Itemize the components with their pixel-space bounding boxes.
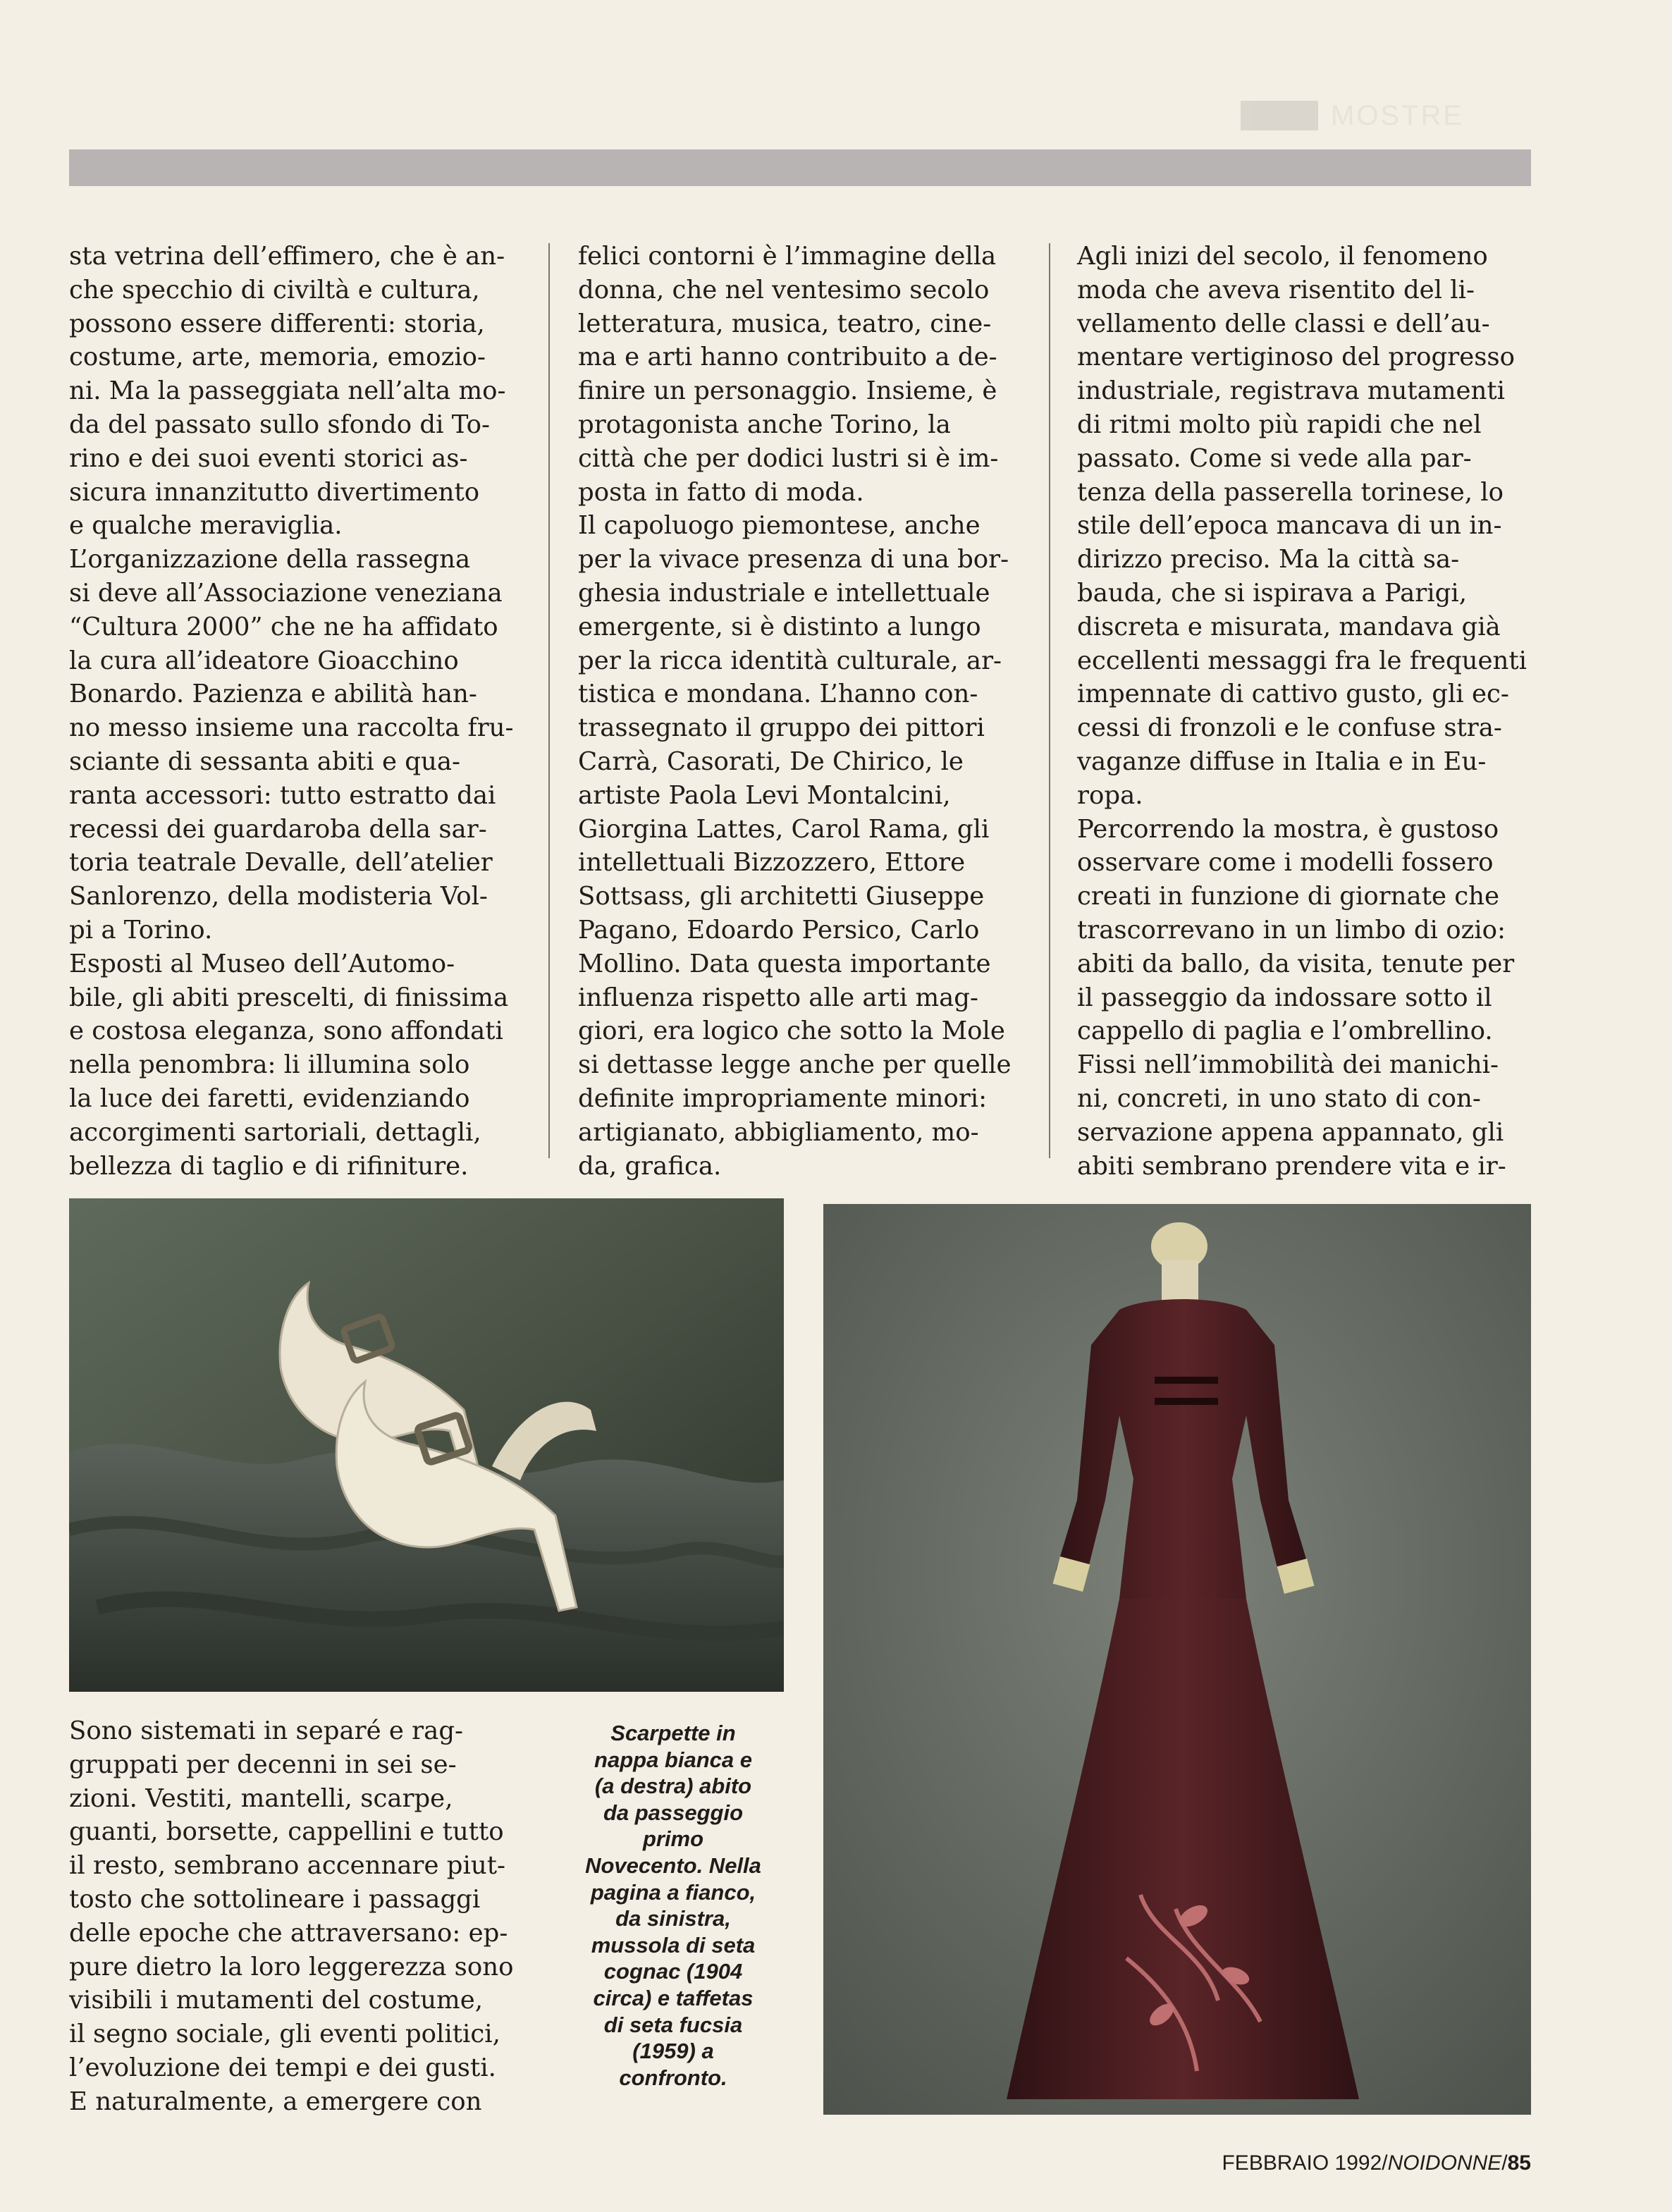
text-line: finire un personaggio. Insieme, è xyxy=(578,376,997,406)
text-line: Il capoluogo piemontese, anche xyxy=(578,511,981,541)
text-line: gruppati per decenni in sei se- xyxy=(69,1750,457,1779)
text-line: sta vetrina dell’effimero, che è an- xyxy=(69,242,505,271)
text-line: “Cultura 2000” che ne ha affidato xyxy=(69,612,498,641)
article-column-3 xyxy=(1077,240,1530,1183)
text-line: pagina a fianco, xyxy=(590,1879,756,1905)
article-column-1 xyxy=(69,240,520,1183)
text-line: osservare come i modelli fossero xyxy=(1077,848,1494,878)
text-line: discreta e misurata, mandava già xyxy=(1077,612,1501,641)
text-line: sciante di sessanta abiti e qua- xyxy=(69,746,460,776)
text-line: passato. Come si vede alla par- xyxy=(1077,443,1472,473)
section-marker xyxy=(1241,101,1318,130)
text-line: emergente, si è distinto a lungo xyxy=(578,612,981,641)
text-line: pure dietro la loro leggerezza sono xyxy=(69,1952,514,1981)
text-line: tosto che sottolineare i passaggi xyxy=(69,1884,481,1914)
text-line: ni. Ma la passeggiata nell’alta mo- xyxy=(69,376,506,406)
text-line: moda che aveva risentito del li- xyxy=(1077,275,1475,305)
text-line: ma e arti hanno contribuito a de- xyxy=(578,343,997,372)
text-line: intellettuali Bizzozzero, Ettore xyxy=(578,848,966,878)
text-line: dirizzo preciso. Ma la città sa- xyxy=(1077,545,1460,574)
text-line: si deve all’Associazione veneziana xyxy=(69,578,503,608)
text-line: che specchio di civiltà e cultura, xyxy=(69,275,480,305)
shoes-photo xyxy=(69,1198,784,1692)
text-line: nella penombra: li illumina solo xyxy=(69,1050,470,1080)
text-line: Novecento. Nella xyxy=(585,1852,761,1878)
text-line: trascorrevano in un limbo di ozio: xyxy=(1077,915,1506,945)
text-line: guanti, borsette, cappellini e tutto xyxy=(69,1817,504,1847)
text-line: stile dell’epoca mancava di un in- xyxy=(1077,511,1502,541)
text-line: zioni. Vestiti, mantelli, scarpe, xyxy=(69,1783,453,1813)
text-line: possono essere differenti: storia, xyxy=(69,309,485,338)
issue-date: FEBBRAIO 1992/ xyxy=(1222,2151,1388,2175)
text-line: ghesia industriale e intellettuale xyxy=(578,578,990,608)
text-line: bile, gli abiti prescelti, di finissima xyxy=(69,983,509,1012)
text-line: vaganze diffuse in Italia e in Eu- xyxy=(1077,746,1487,776)
text-line: cognac (1904 xyxy=(603,1959,743,1984)
text-line: mentare vertiginoso del progresso xyxy=(1077,343,1516,372)
text-line: si dettasse legge anche per quelle xyxy=(578,1050,1012,1080)
text-line: nappa bianca e xyxy=(594,1747,752,1772)
text-line: (1959) a xyxy=(632,2039,714,2064)
text-line: ni, concreti, in uno stato di con- xyxy=(1077,1083,1481,1113)
text-line: eccellenti messaggi fra le frequenti xyxy=(1077,646,1527,675)
text-line: influenza rispetto alle arti mag- xyxy=(578,983,978,1012)
text-line: Esposti al Museo dell’Automo- xyxy=(69,949,455,978)
text-line: L’organizzazione della rassegna xyxy=(69,545,471,574)
text-line: di ritmi molto più rapidi che nel xyxy=(1077,410,1482,439)
text-line: E naturalmente, a emergere con xyxy=(69,2087,482,2116)
text-line: felici contorni è l’immagine della xyxy=(578,242,997,271)
text-line: impennate di cattivo gusto, gli ec- xyxy=(1077,680,1509,709)
column-divider xyxy=(1049,243,1050,1158)
text-line: Agli inizi del secolo, il fenomeno xyxy=(1077,242,1488,271)
text-line: mussola di seta xyxy=(591,1932,756,1958)
text-line: per la vivace presenza di una bor- xyxy=(578,545,1009,574)
column-divider xyxy=(548,243,550,1158)
text-line: tenza della passerella torinese, lo xyxy=(1077,477,1504,507)
text-line: Fissi nell’immobilità dei manichi- xyxy=(1077,1050,1499,1080)
text-line: definite impropriamente minori: xyxy=(578,1083,988,1113)
footer-separator: / xyxy=(1501,2151,1508,2175)
page-footer xyxy=(1222,2151,1531,2175)
text-line: abiti da ballo, da visita, tenute per xyxy=(1077,949,1515,978)
text-line: (a destra) abito xyxy=(594,1774,752,1799)
text-line: tistica e mondana. L’hanno con- xyxy=(578,680,978,709)
text-line: cappello di paglia e l’ombrellino. xyxy=(1077,1016,1493,1046)
text-line: protagonista anche Torino, la xyxy=(578,410,951,439)
text-line: rino e dei suoi eventi storici as- xyxy=(69,443,468,473)
text-line: e costosa eleganza, sono affondati xyxy=(69,1016,503,1046)
text-line: Bonardo. Pazienza e abilità han- xyxy=(69,680,477,709)
text-line: la luce dei faretti, evidenziando xyxy=(69,1083,470,1113)
text-line: primo xyxy=(642,1826,704,1852)
text-line: l’evoluzione dei tempi e dei gusti. xyxy=(69,2053,496,2082)
section-title: MOSTRE xyxy=(1331,99,1465,131)
text-line: donna, che nel ventesimo secolo xyxy=(578,275,990,305)
text-line: bellezza di taglio e di rifiniture. xyxy=(69,1151,469,1181)
text-line: creati in funzione di giornate che xyxy=(1077,882,1500,911)
text-line: posta in fatto di moda. xyxy=(578,477,864,507)
dress-photo xyxy=(823,1204,1531,2115)
magazine-name: NOIDONNE xyxy=(1387,2151,1502,2175)
text-line: cessi di fronzoli e le confuse stra- xyxy=(1077,713,1502,743)
text-line: no messo insieme una raccolta fru- xyxy=(69,713,514,743)
text-line: pi a Torino. xyxy=(69,915,213,945)
page-number: 85 xyxy=(1507,2151,1531,2175)
text-line: ranta accessori: tutto estratto dai xyxy=(69,780,496,810)
article-column-4 xyxy=(69,1714,520,2119)
text-line: Percorrendo la mostra, è gustoso xyxy=(1077,814,1499,844)
text-line: Sono sistemati in separé e rag- xyxy=(69,1716,464,1745)
text-line: Carrà, Casorati, De Chirico, le xyxy=(578,746,964,776)
text-line: recessi dei guardaroba della sar- xyxy=(69,814,487,844)
text-line: Giorgina Lattes, Carol Rama, gli xyxy=(578,814,990,844)
text-line: da passeggio xyxy=(603,1800,744,1825)
text-line: Pagano, Edoardo Persico, Carlo xyxy=(578,915,980,945)
text-line: letteratura, musica, teatro, cine- xyxy=(578,309,992,338)
text-line: vellamento delle classi e dell’au- xyxy=(1077,309,1490,338)
text-line: da del passato sullo sfondo di To- xyxy=(69,410,491,439)
photo-caption xyxy=(571,1720,775,2091)
text-line: accorgimenti sartoriali, dettagli, xyxy=(69,1117,481,1147)
text-line: confronto. xyxy=(619,2065,727,2090)
text-line: da, grafica. xyxy=(578,1151,722,1181)
text-line: giori, era logico che sotto la Mole xyxy=(578,1016,1005,1046)
text-line: Mollino. Data questa importante xyxy=(578,949,991,978)
text-line: toria teatrale Devalle, dell’atelier xyxy=(69,848,493,878)
text-line: costume, arte, memoria, emozio- xyxy=(69,343,486,372)
text-line: artiste Paola Levi Montalcini, xyxy=(578,780,951,810)
text-line: visibili i mutamenti del costume, xyxy=(69,1986,484,2015)
text-line: e qualche meraviglia. xyxy=(69,511,343,541)
text-line: il resto, sembrano accennare piut- xyxy=(69,1851,505,1881)
text-line: sicura innanzitutto divertimento xyxy=(69,477,480,507)
text-line: per la ricca identità culturale, ar- xyxy=(578,646,1002,675)
text-line: trassegnato il gruppo dei pittori xyxy=(578,713,985,743)
text-line: Sottsass, gli architetti Giuseppe xyxy=(578,882,985,911)
text-line: bauda, che si ispirava a Parigi, xyxy=(1077,578,1467,608)
text-line: delle epoche che attraversano: ep- xyxy=(69,1918,508,1948)
text-line: di seta fucsia xyxy=(603,2012,743,2037)
text-line: la cura all’ideatore Gioacchino xyxy=(69,646,459,675)
header-bar xyxy=(69,149,1531,186)
text-line: industriale, registrava mutamenti xyxy=(1077,376,1506,406)
text-line: il passeggio da indossare sotto il xyxy=(1077,983,1492,1012)
text-line: ropa. xyxy=(1077,780,1143,810)
text-line: Scarpette in xyxy=(610,1721,736,1745)
text-line: circa) e taffetas xyxy=(593,1985,754,2010)
section-label xyxy=(1241,99,1537,133)
text-line: abiti sembrano prendere vita e ir- xyxy=(1077,1151,1506,1181)
text-line: il segno sociale, gli eventi politici, xyxy=(69,2020,500,2049)
text-line: servazione appena appannato, gli xyxy=(1077,1117,1504,1147)
article-column-2 xyxy=(578,240,1026,1183)
text-line: da sinistra, xyxy=(615,1906,731,1931)
text-line: artigianato, abbigliamento, mo- xyxy=(578,1117,979,1147)
text-line: città che per dodici lustri si è im- xyxy=(578,443,999,473)
text-line: Sanlorenzo, della modisteria Vol- xyxy=(69,882,488,911)
